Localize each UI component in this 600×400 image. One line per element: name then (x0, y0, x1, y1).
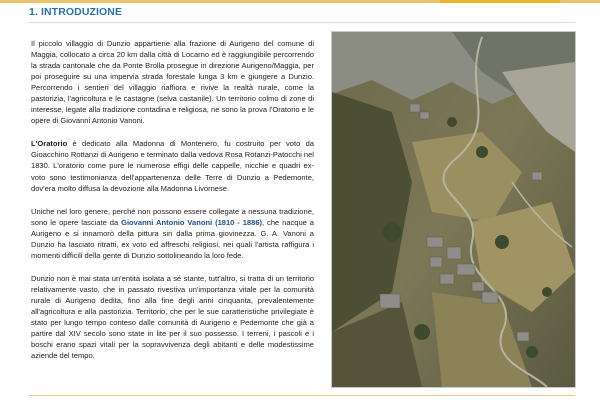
vanoni-name: Giovanni Antonio Vanoni (1810 - 1886) (121, 217, 263, 227)
paragraph-oratorio (31, 138, 314, 193)
paragraph-territory: Dunzio non è mai stata un'entità isolata a sé stante, tutt'altro, si tratta di un territorio relativamente vasto, che in passato rivestiva un'importanza vitale per la comunità rurale di Aurigeno dedita, fino alla fine degli anni cinquanta, prevalentemente all'agricoltura e alla pastorizia. Territorio, che per le sue caratteristiche privilegiate è stato per lungo tempo conteso dalle comunità di Aurigeno e Pedemonte che già a partire dal XIV secolo sono state in lite per il suo possesso. I terreni, i pascoli e i boschi erano spazi vitali per la sopravvivenza degli abitanti e delle modestissime aziende del tempo. (31, 273, 314, 361)
bottom-divider (29, 395, 575, 396)
aerial-village-photo (331, 31, 576, 388)
vanoni-text-b: , che nacque a Aurigeno e si innamorò della pittura sin dalla prima giovinezza. G. A. Vanoni a Dunzio ha lasciato ritratti, ex voto ed affreschi religiosi, nei quali l'artista raffigura i momenti difficili della gente di Dunzio sottolineando la loro fede. (31, 217, 314, 260)
paragraph-village: Il piccolo villaggio di Dunzio appartiene alla frazione di Aurigeno del comune di Maggia, collocato a circa 20 km dalla città di Locarno ed è raggiungibile percorrendo la strada cantonale che da Ponte Brolla prosegue in direzione Aurigeno/Maggia, per poi proseguire su una impervia strada forestale lunga 3 km e giungere a Dunzio. Percorrendo i sentieri del villaggio riaffiora e rivive la realtà rurale, come la pastorizia, l'agricoltura e le castagne (selva castanile). Un territorio colmo di zone di interesse, legate alla tradizione contadina e religiosa, ne sono la prova l'Oratorio e le opere di Giovanni Antonio Vanoni. (31, 39, 314, 126)
section-heading: 1. INTRODUZIONE (29, 6, 123, 18)
oratorio-label: L'Oratorio (31, 139, 68, 149)
intro-text-column (31, 38, 314, 373)
paragraph-vanoni (31, 206, 314, 261)
heading-divider (29, 22, 575, 23)
vanoni-text-a: Uniche nel loro genere, perché non possono essere collegate a nessuna tradizione, sono le opere lasciate da (31, 206, 314, 227)
top-accent-bar (440, 0, 560, 3)
oratorio-text: è dedicato alla Madonna di Montenero, fu costruito per voto da Gioacchino Rottanzi di Aurigeno e terminato dalla vedova Rosa Rotanzi-Patocchi nel 1830. L'oratorio come pure le numerose effigi delle cappelle, nicchie e quadri ex-voto sono testimonianza dell'appartenenza delle Terre di Dunzio a Pedemonte, dov'era molto diffusa la devozione alla Madonna Livornese. (31, 139, 314, 193)
